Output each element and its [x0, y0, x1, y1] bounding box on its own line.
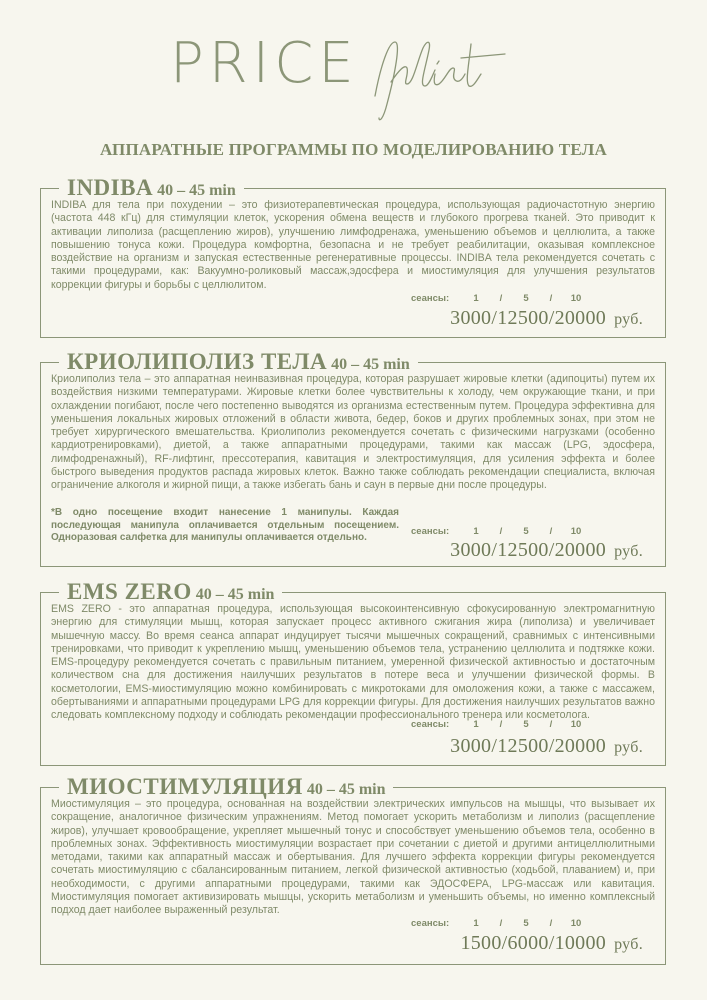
service-heading: [59, 579, 282, 605]
page-title: АППАРАТНЫЕ ПРОГРАММЫ ПО МОДЕЛИРОВАНИЮ ТЕЛА: [100, 140, 607, 159]
separator: /: [499, 526, 503, 537]
sessions-label: сеансы:: [411, 719, 450, 730]
sessions-label: сеансы:: [411, 293, 450, 304]
session-count: 1: [473, 918, 479, 929]
session-count: 1: [473, 293, 479, 304]
session-count: 10: [570, 293, 582, 304]
session-count: 10: [570, 918, 582, 929]
service-description: Криолиполиз тела – это аппаратная неинвазивная процедура, которая разрушает жировые клетки (адипоциты) путем их воздействия низкими температурами. Жировые клетки более чувствительны к холоду, чем окружающие ткани, и при охлаждении погибают, после чего постепенно выводятся из организма естественным путем. Процедура эффективна для уменьшения локальных жировых отложений в области живота, бедер, боков и других проблемных зонах, при этом не требует хирургического вмешательства. Криолиполиз рекомендуется сочетать с физическими нагрузками (особенно кардиотренировками), диетой, а также аппаратными процедурами, такими как массаж (LPG, эдосфера, лимфодренажный), RF-лифтинг, прессотерапия, кавитация и электростимуляция, для усиления эффекта и более быстрого выведения продуктов распада жировых клеток. Важно также соблюдать рекомендации специалиста, включая ограничение алкоголя и жирной пищи, а также избегать бань и саун в первые дни после процедуры.: [51, 373, 655, 492]
sessions-label: сеансы:: [411, 526, 450, 537]
sessions-row: [411, 526, 583, 537]
service-name: КРИОЛИПОЛИЗ ТЕЛА: [67, 349, 328, 374]
service-card-indiba: [40, 175, 666, 338]
session-count: 5: [523, 719, 529, 730]
price-value: 3000/12500/20000: [450, 735, 607, 757]
session-count: 1: [473, 526, 479, 537]
price-row: [450, 307, 643, 330]
separator: /: [549, 719, 553, 730]
session-count: 10: [570, 526, 582, 537]
session-count: 5: [523, 293, 529, 304]
price-row: [460, 932, 643, 955]
list-script-logo: [365, 34, 515, 124]
service-duration: 40 – 45 min: [331, 356, 410, 373]
service-description: EMS ZERO - это аппаратная процедура, использующая высокоинтенсивную сфокусированную электромагнитную энергию для стимуляции мышц, которая запускает процесс активного сжигания жира (липолиза) и увеличивает мышечную массу. Во время сеанса аппарат индуцирует тысячи мышечных сокращений, сравнимых с интенсивными тренировками, что приводит к укреплению мышц, уменьшению объемов тела, устранению целлюлита и подтяжке кожи. EMS-процедуру рекомендуется сочетать с правильным питанием, умеренной физической активностью и достаточным количеством сна для достижения наилучших результатов в потере веса и улучшении физической формы. В косметологии, EMS-миостимуляцию можно комбинировать с микротоками для омоложения кожи, а также с массажем, обертываниями и аппаратными процедурами LPG для коррекции фигуры. Для достижения наилучших результатов важно следовать комплексному подходу и соблюдать рекомендации профессионального тренера или косметолога.: [51, 603, 655, 722]
price-row: [450, 539, 643, 562]
sessions-row: [411, 293, 583, 304]
separator: /: [549, 918, 553, 929]
sessions-label: сеансы:: [411, 918, 450, 929]
price-row: [450, 735, 643, 758]
service-description: INDIBA для тела при похудении – это физиотерапевтическая процедура, использующая радиочастотную энергию (частота 448 кГц) для стимуляции клеток, ускорения обмена веществ и глубокого прогрева тканей. Это приводит к активации липолиза (расщеплению жиров), улучшению лимфодренажа, уменьшению объемов и целлюлита, а также повышению тонуса кожи. Процедура комфортна, безопасна и не требует реабилитации, оказывая комплексное воздействие на организм и запуская естественные регенеративные процессы. INDIBA тела рекомендуется сочетать с такими процедурами, как: Вакуумно-роликовый массаж,эдосфера и миостимуляция для улучшения результатов коррекции фигуры и борьбы с целлюлитом.: [51, 199, 655, 291]
session-count: 10: [570, 719, 582, 730]
session-count: 1: [473, 719, 479, 730]
price-word: PRICE: [170, 31, 359, 96]
sessions-row: [411, 918, 583, 929]
sessions-row: [411, 719, 583, 730]
currency: руб.: [614, 543, 643, 560]
currency: руб.: [614, 936, 643, 953]
session-count: 5: [523, 918, 529, 929]
service-description: Миостимуляция – это процедура, основанная на воздействии электрических импульсов на мышцы, что вызывает их сокращение, аналогичное физическим упражнениям. Метод помогает ускорить метаболизм и липолиз (расщепление жиров), улучшает кровообращение, укрепляет мышечный тонус и способствует уменьшению объемов тела, особенно в проблемных зонах. Эффективность миостимуляции возрастает при сочетании с диетой и другими антицеллюлитными методами, такими как аппаратный массаж и обертывания. Для лучшего эффекта коррекции фигуры рекомендуется сочетать миостимуляцию с сбалансированным питанием, легкой физической активностью (ходьбой, плаванием) и, при необходимости, с другими аппаратными процедурами, такими как ЭДОСФЕРА, LPG-массаж или кавитация. Миостимуляция помогает активизировать мышцы, ускорить метаболизм и уменьшить объемы, но именно комплексный подход дает наиболее выраженный результат.: [51, 798, 655, 917]
price-value: 3000/12500/20000: [450, 539, 607, 561]
price-value: 3000/12500/20000: [450, 307, 607, 329]
service-card-cryolipolysis: [40, 349, 666, 567]
service-heading: [59, 175, 244, 201]
service-name: МИОСТИМУЛЯЦИЯ: [67, 774, 303, 799]
currency: руб.: [614, 739, 643, 756]
price-value: 1500/6000/10000: [460, 932, 607, 954]
service-duration: 40 – 45 min: [195, 586, 275, 603]
currency: руб.: [614, 311, 643, 328]
separator: /: [499, 918, 503, 929]
service-card-ems-zero: [40, 579, 666, 766]
separator: /: [499, 293, 503, 304]
service-duration: 40 – 45 min: [157, 182, 236, 199]
service-duration: 40 – 45 min: [306, 781, 386, 798]
service-name: EMS ZERO: [67, 579, 192, 604]
service-heading: [59, 774, 393, 800]
separator: /: [499, 719, 503, 730]
service-name: INDIBA: [67, 175, 154, 200]
service-note: *В одно посещение входит нанесение 1 манипулы. Каждая последующая манипула оплачивается отдельным посещением. Одноразовая салфетка для манипулы оплачивается отдельно.: [51, 507, 399, 544]
separator: /: [549, 293, 553, 304]
separator: /: [549, 526, 553, 537]
service-heading: [59, 349, 418, 375]
header: [0, 0, 707, 175]
service-card-myostimulation: [40, 774, 666, 965]
session-count: 5: [523, 526, 529, 537]
